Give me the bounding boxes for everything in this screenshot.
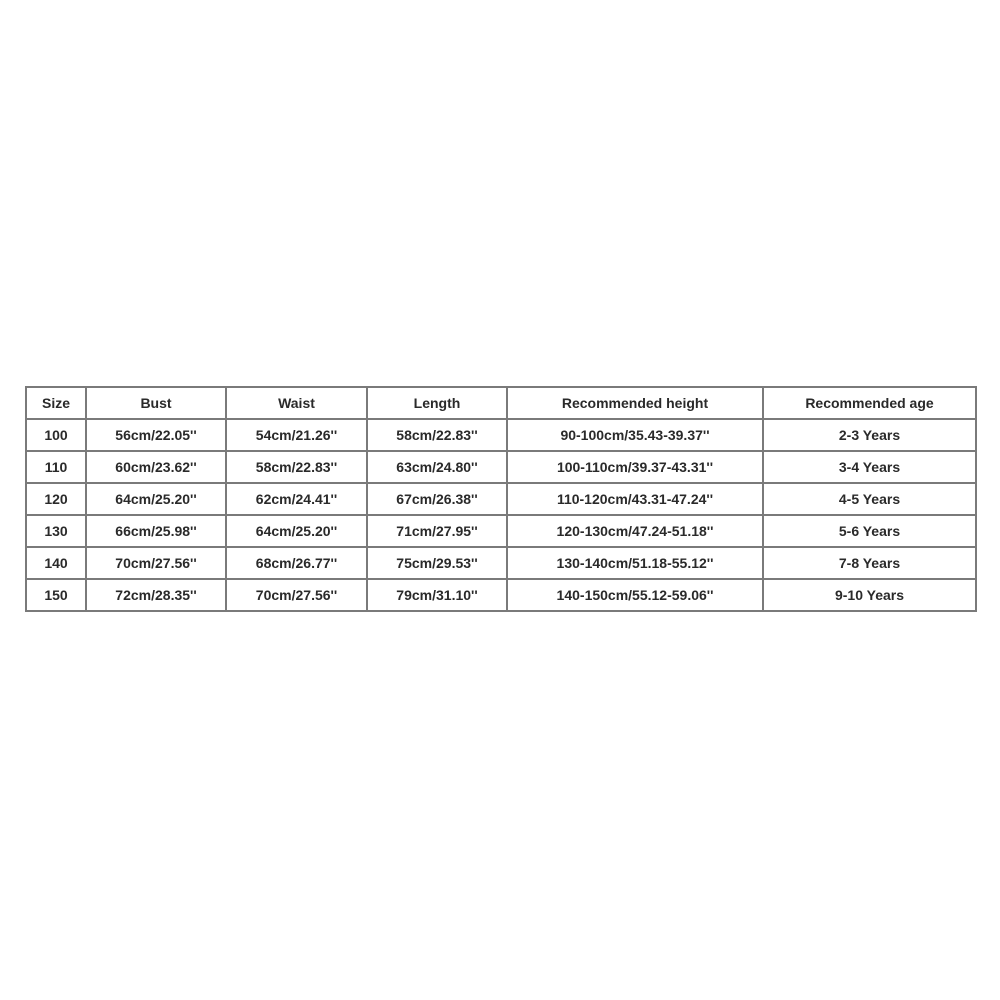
cell-waist: 70cm/27.56'' (226, 579, 367, 611)
cell-recommended-age: 5-6 Years (763, 515, 976, 547)
cell-recommended-height: 120-130cm/47.24-51.18'' (507, 515, 763, 547)
cell-recommended-height: 130-140cm/51.18-55.12'' (507, 547, 763, 579)
cell-waist: 58cm/22.83'' (226, 451, 367, 483)
cell-bust: 72cm/28.35'' (86, 579, 226, 611)
cell-recommended-height: 100-110cm/39.37-43.31'' (507, 451, 763, 483)
table-row (26, 579, 976, 611)
cell-recommended-age: 3-4 Years (763, 451, 976, 483)
cell-recommended-age: 9-10 Years (763, 579, 976, 611)
cell-length: 71cm/27.95'' (367, 515, 507, 547)
table-row (26, 483, 976, 515)
cell-size: 120 (26, 483, 86, 515)
cell-recommended-height: 140-150cm/55.12-59.06'' (507, 579, 763, 611)
cell-bust: 66cm/25.98'' (86, 515, 226, 547)
cell-bust: 64cm/25.20'' (86, 483, 226, 515)
cell-length: 63cm/24.80'' (367, 451, 507, 483)
cell-waist: 62cm/24.41'' (226, 483, 367, 515)
cell-recommended-age: 2-3 Years (763, 419, 976, 451)
header-bust: Bust (86, 387, 226, 419)
cell-length: 75cm/29.53'' (367, 547, 507, 579)
cell-length: 79cm/31.10'' (367, 579, 507, 611)
table-row (26, 419, 976, 451)
cell-recommended-height: 110-120cm/43.31-47.24'' (507, 483, 763, 515)
cell-size: 110 (26, 451, 86, 483)
cell-bust: 60cm/23.62'' (86, 451, 226, 483)
header-length: Length (367, 387, 507, 419)
size-chart-table (25, 386, 977, 612)
header-waist: Waist (226, 387, 367, 419)
cell-recommended-height: 90-100cm/35.43-39.37'' (507, 419, 763, 451)
table-row (26, 451, 976, 483)
table-header-row (26, 387, 976, 419)
table-row (26, 515, 976, 547)
cell-size: 140 (26, 547, 86, 579)
table-row (26, 547, 976, 579)
cell-waist: 64cm/25.20'' (226, 515, 367, 547)
cell-length: 67cm/26.38'' (367, 483, 507, 515)
cell-waist: 68cm/26.77'' (226, 547, 367, 579)
cell-size: 130 (26, 515, 86, 547)
cell-length: 58cm/22.83'' (367, 419, 507, 451)
cell-size: 100 (26, 419, 86, 451)
cell-recommended-age: 4-5 Years (763, 483, 976, 515)
cell-recommended-age: 7-8 Years (763, 547, 976, 579)
cell-size: 150 (26, 579, 86, 611)
cell-bust: 70cm/27.56'' (86, 547, 226, 579)
header-recommended-age: Recommended age (763, 387, 976, 419)
cell-bust: 56cm/22.05'' (86, 419, 226, 451)
header-recommended-height: Recommended height (507, 387, 763, 419)
cell-waist: 54cm/21.26'' (226, 419, 367, 451)
header-size: Size (26, 387, 86, 419)
